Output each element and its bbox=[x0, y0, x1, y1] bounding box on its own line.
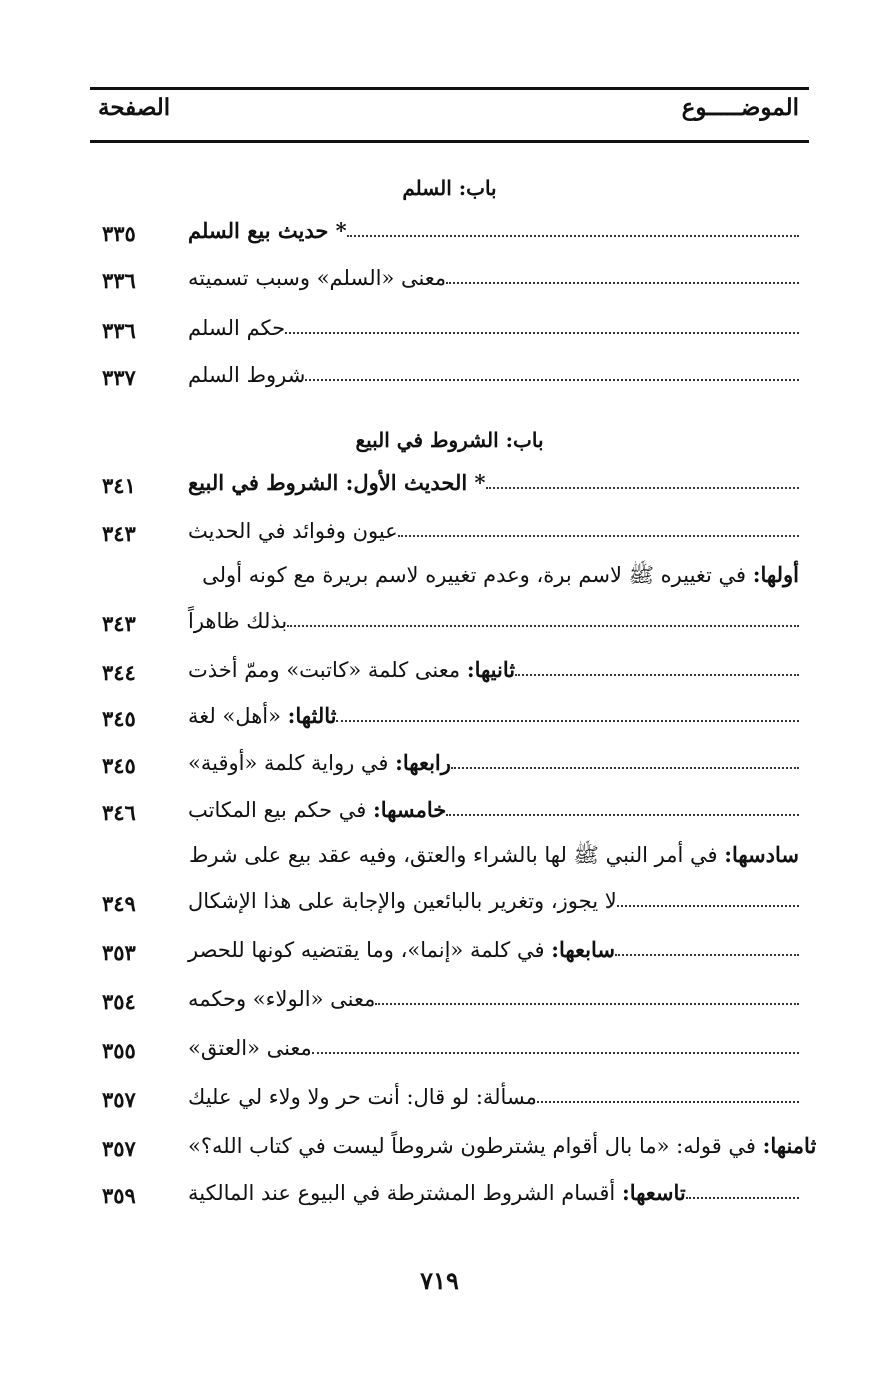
entry-title bbox=[182, 218, 347, 244]
dot-leader bbox=[451, 767, 799, 769]
entry-prefix: رابعها: bbox=[395, 749, 451, 775]
entry-page-number: ٣٤٣ bbox=[102, 521, 136, 546]
entry-text: لا يجوز، وتغرير بالبائعين والإجابة على هذا الإشكال bbox=[188, 888, 617, 913]
toc-entry[interactable] bbox=[102, 878, 799, 918]
entry-title bbox=[182, 470, 486, 496]
entry-page-number: ٣٣٦ bbox=[102, 318, 136, 343]
dot-leader bbox=[537, 1101, 799, 1103]
entry-title bbox=[182, 1035, 312, 1061]
entry-page-number: ٣٥٧ bbox=[102, 1087, 136, 1112]
entry-text: معنى «السلم» وسبب تسميته bbox=[188, 265, 447, 290]
header-rule bbox=[90, 140, 809, 143]
entry-text: في قوله: «ما بال أقوام يشترطون شروطاً ليست في كتاب الله؟» bbox=[188, 1133, 763, 1158]
entry-prefix: سابعها: bbox=[551, 936, 615, 962]
entry-title bbox=[182, 1180, 686, 1206]
entry-page-number: ٣٣٥ bbox=[102, 221, 136, 246]
entry-prefix: خامسها: bbox=[373, 796, 447, 822]
entry-page-number: ٣٤٣ bbox=[102, 611, 136, 636]
top-rule bbox=[90, 87, 809, 90]
entry-prefix: * الحديث الأول: الشروط في البيع bbox=[188, 469, 486, 495]
toc-entry[interactable] bbox=[102, 740, 799, 780]
entry-text: عيون وفوائد في الحديث bbox=[188, 518, 398, 543]
toc-entry[interactable] bbox=[102, 255, 799, 295]
toc-entry[interactable] bbox=[102, 1123, 817, 1163]
entry-text: في تغييره ﷺ لاسم برة، وعدم تغييره لاسم بريرة مع كونه أولى bbox=[202, 563, 753, 587]
entry-page-number: ٣٥٧ bbox=[102, 1136, 136, 1161]
entry-page-number: ٣٤٦ bbox=[102, 800, 136, 825]
entry-text: معنى «العتق» bbox=[188, 1035, 312, 1060]
entry-text: أقسام الشروط المشترطة في البيوع عند المالكية bbox=[188, 1180, 622, 1205]
entry-text: شروط السلم bbox=[188, 362, 306, 387]
entry-title bbox=[182, 315, 285, 341]
entry-page-number: ٣٤١ bbox=[102, 473, 136, 498]
entry-title bbox=[182, 750, 451, 776]
toc-entry[interactable] bbox=[102, 352, 799, 392]
entry-text: في حكم بيع المكاتب bbox=[188, 797, 373, 822]
entry-title bbox=[182, 937, 615, 963]
toc-entry[interactable] bbox=[102, 647, 799, 687]
dot-leader bbox=[398, 535, 799, 537]
entry-page-number: ٣٤٥ bbox=[102, 753, 136, 778]
entry-page-number: ٣٥٥ bbox=[102, 1038, 136, 1063]
toc-entry[interactable] bbox=[102, 598, 799, 638]
entry-prefix: ثامنها: bbox=[762, 1132, 817, 1158]
entry-title bbox=[182, 608, 287, 634]
entry-title bbox=[182, 703, 336, 729]
entry-text: معنى كلمة «كاتبت» وممّ أخذت bbox=[188, 657, 467, 682]
entry-page-number: ٣٥٩ bbox=[102, 1183, 136, 1208]
chapter-heading: باب: السلم bbox=[402, 176, 497, 200]
toc-entry-line[interactable] bbox=[180, 842, 799, 873]
entry-title bbox=[182, 888, 617, 914]
entry-text: حكم السلم bbox=[188, 315, 286, 340]
dot-leader bbox=[375, 1003, 799, 1005]
entry-page-number: ٣٣٦ bbox=[102, 268, 136, 293]
dot-leader bbox=[686, 1197, 799, 1199]
dot-leader bbox=[312, 1052, 799, 1054]
entry-text: «أهل» لغة bbox=[188, 703, 288, 728]
entry-text: بذلك ظاهراً bbox=[188, 608, 288, 633]
dot-leader bbox=[446, 814, 799, 816]
entry-title bbox=[182, 265, 446, 291]
entry-title bbox=[182, 797, 446, 823]
entry-text: في رواية كلمة «أوقية» bbox=[188, 750, 396, 775]
entry-page-number: ٣٤٩ bbox=[102, 891, 136, 916]
entry-page-number: ٣٥٤ bbox=[102, 989, 136, 1014]
toc-entry[interactable] bbox=[102, 976, 799, 1016]
entry-title bbox=[182, 518, 398, 544]
entry-title bbox=[182, 1133, 816, 1159]
toc-entry[interactable] bbox=[102, 1025, 799, 1065]
entry-title bbox=[182, 1084, 537, 1110]
toc-entry[interactable] bbox=[102, 1170, 799, 1210]
dot-leader bbox=[347, 235, 799, 237]
dot-leader bbox=[336, 720, 799, 722]
entry-prefix: ثالثها: bbox=[287, 702, 337, 728]
dot-leader bbox=[305, 379, 799, 381]
dot-leader bbox=[515, 674, 799, 676]
toc-entry[interactable] bbox=[102, 208, 799, 248]
chapter-heading: باب: الشروط في البيع bbox=[355, 428, 544, 452]
dot-leader bbox=[617, 905, 799, 907]
toc-entry[interactable] bbox=[102, 927, 799, 967]
entry-title bbox=[182, 986, 375, 1012]
entry-page-number: ٣٤٥ bbox=[102, 706, 136, 731]
entry-page-number: ٣٤٤ bbox=[102, 660, 136, 685]
page-number: ٧١٩ bbox=[420, 1266, 459, 1295]
dot-leader bbox=[486, 487, 799, 489]
page-column-header: الصفحة bbox=[98, 94, 171, 121]
dot-leader bbox=[287, 625, 799, 627]
entry-prefix: تاسعها: bbox=[621, 1179, 686, 1205]
entry-text: في أمر النبي ﷺ لها بالشراء والعتق، وفيه عقد بيع على شرط bbox=[188, 843, 725, 867]
dot-leader bbox=[615, 954, 799, 956]
toc-entry[interactable] bbox=[102, 305, 799, 345]
entry-prefix: ثانيها: bbox=[466, 656, 516, 682]
toc-entry[interactable] bbox=[102, 787, 799, 827]
entry-text: مسألة: لو قال: أنت حر ولا ولاء لي عليك bbox=[188, 1084, 537, 1109]
entry-text: معنى «الولاء» وحكمه bbox=[188, 986, 376, 1011]
entry-page-number: ٣٥٣ bbox=[102, 940, 136, 965]
entry-title bbox=[182, 657, 515, 683]
toc-entry[interactable] bbox=[102, 1074, 799, 1114]
entry-prefix: سادسها: bbox=[724, 842, 799, 867]
entry-prefix: * حديث بيع السلم bbox=[188, 217, 347, 243]
toc-entry[interactable] bbox=[102, 693, 799, 733]
topic-column-header: الموضـــــوع bbox=[681, 94, 799, 121]
toc-entry-line[interactable] bbox=[180, 562, 799, 593]
entry-prefix: أولها: bbox=[752, 562, 799, 587]
toc-entry[interactable] bbox=[102, 460, 799, 500]
entry-title bbox=[182, 362, 305, 388]
toc-entry[interactable] bbox=[102, 508, 799, 548]
dot-leader bbox=[285, 332, 799, 334]
entry-page-number: ٣٣٧ bbox=[102, 365, 136, 390]
entry-text: في كلمة «إنما»، وما يقتضيه كونها للحصر bbox=[188, 937, 552, 962]
dot-leader bbox=[446, 282, 799, 284]
